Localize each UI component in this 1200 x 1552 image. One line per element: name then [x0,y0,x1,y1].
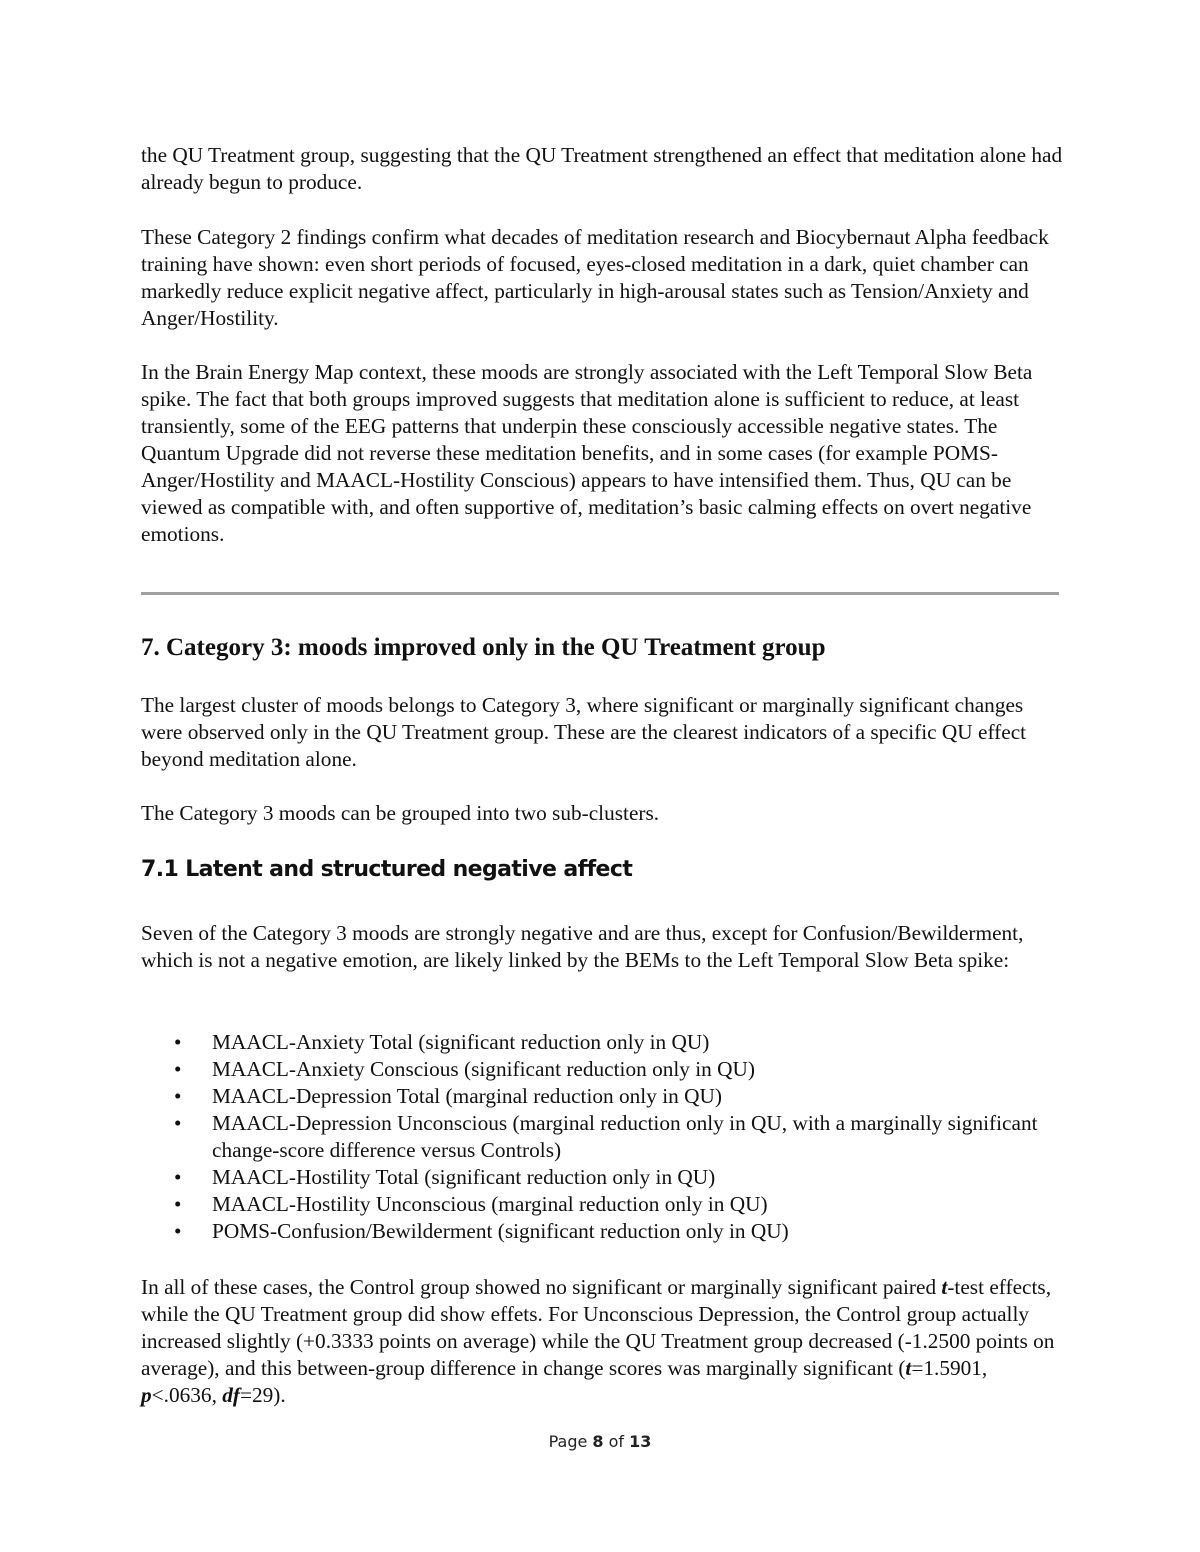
bullet-icon: • [174,1219,182,1243]
page-footer: Page 8 of 13 [548,1432,652,1451]
list-item: • MAACL-Anxiety Conscious (significant reduction only in QU) [174,1057,755,1081]
bullet-icon: • [174,1165,182,1189]
list-item: • MAACL-Depression Total (marginal reduction only in QU) [174,1084,722,1108]
bullet-icon: • [174,1111,182,1135]
bullet-icon: • [174,1057,182,1081]
paragraph-subclusters: The Category 3 moods can be grouped into two sub-clusters. [141,801,660,825]
mood-list [141,1029,1072,1245]
current-page-number: 8 [592,1432,604,1451]
bullet-icon: • [174,1030,182,1054]
list-item: • MAACL-Depression Unconscious (marginal reduction only in QU, with a marginally significant change-score difference versus Controls) [174,1111,1038,1162]
total-page-count: 13 [629,1432,652,1451]
paragraph-continuation: the QU Treatment group, suggesting that the QU Treatment strengthened an effect that meditation alone had already begun to produce. [141,143,1063,194]
bullet-icon: • [174,1192,182,1216]
paragraph-category3-intro: The largest cluster of moods belongs to Category 3, where significant or marginally significant changes were observed only in the QU Treatment group. These are the clearest indicators of a specific QU effect beyond meditation alone. [141,693,1027,771]
paragraph-seven-moods: Seven of the Category 3 moods are strongly negative and are thus, except for Confusion/Bewilderment, which is not a negative emotion, are likely linked by the BEMs to the Left Temporal Slow Beta spike: [141,921,1024,972]
list-item: • POMS-Confusion/Bewilderment (significant reduction only in QU) [174,1219,789,1243]
horizontal-divider [141,592,1059,595]
bullet-icon: • [174,1084,182,1108]
section-heading-7-1: 7.1 Latent and structured negative affect [141,857,633,882]
paragraph-brain-energy-map: In the Brain Energy Map context, these moods are strongly associated with the Left Temporal Slow Beta spike. The fact that both groups improved suggests that meditation alone is sufficient to reduce, at least transiently, some of the EEG patterns that underpin these consciously accessible negative states. The Quantum Upgrade did not reverse these meditation benefits, and in some cases (for example POMS-Anger/Hostility and MAACL-Hostility Conscious) appears to have intensified them. Thus, QU can be viewed as compatible with, and often supportive of, meditation’s basic calming effects on overt negative emotions. [141,360,1033,546]
list-item: • MAACL-Anxiety Total (significant reduction only in QU) [174,1030,710,1054]
paragraph-control-vs-qu: In all of these cases, the Control group showed no significant or marginally significant paired t-test effects, while the QU Treatment group did show effets. For Unconscious Depression, the Control group actually increased slightly (+0.3333 points on average) while the QU Treatment group decreased (-1.2500 points on average), and this between-group difference in change scores was marginally significant (t=1.5901, p<.0636, df=29). [141,1275,1055,1407]
list-item: • MAACL-Hostility Unconscious (marginal reduction only in QU) [174,1192,768,1216]
section-heading-7: 7. Category 3: moods improved only in the QU Treatment group [141,634,826,661]
paragraph-category2-findings: These Category 2 findings confirm what decades of meditation research and Biocybernaut Alpha feedback training have shown: even short periods of focused, eyes-closed meditation in a dark, quiet chamber can markedly reduce explicit negative affect, particularly in high-arousal states such as Tension/Anxiety and Anger/Hostility. [141,225,1049,330]
list-item: • MAACL-Hostility Total (significant reduction only in QU) [174,1165,716,1189]
